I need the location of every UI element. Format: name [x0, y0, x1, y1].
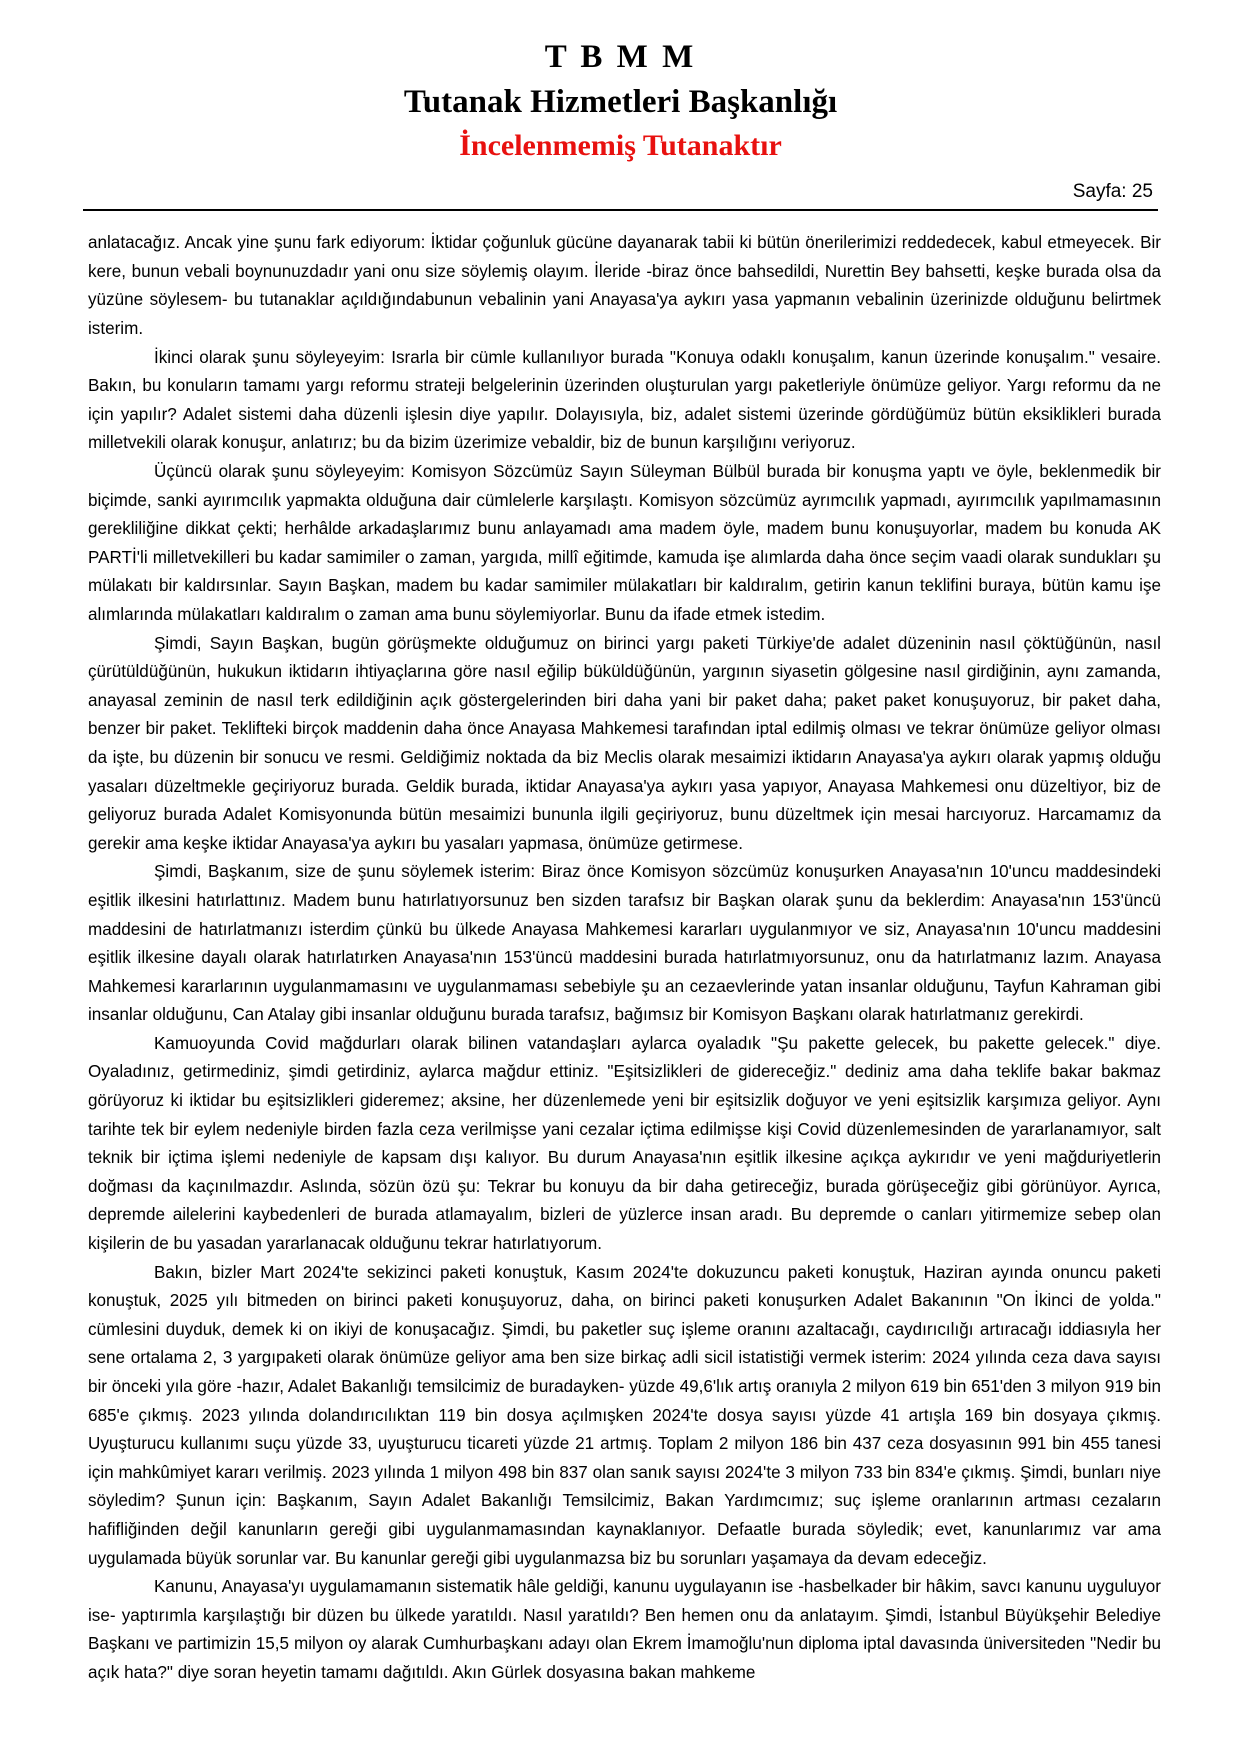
paragraph: anlatacağız. Ancak yine şunu fark ediyorum: İktidar çoğunluk gücüne dayanarak tabii ki bütün önerilerimizi reddedecek, kabul etmeyecek. Bir kere, bunun vebali boynunuzdadır yani onu size söylemiş olayım. İleride -biraz önce bahsedildi, Nurettin Bey bahsetti, keşke burada olsa da yüzüne söylesem- bu tutanaklar açıldığındabunun vebalinin yani Anayasa'ya aykırı yasa yapmanın vebalinin üzerinizde olduğunu belirtmek isterim. — [88, 233, 1161, 339]
page-header — [0, 0, 1241, 163]
paragraph: Kamuoyunda Covid mağdurları olarak bilinen vatandaşları aylarca oyaladık "Şu pakette gelecek, bu pakette gelecek." diye. Oyaladınız, getirmediniz, şimdi getirdiniz, aylarca mağdur ettiniz. "Eşitsizlikleri de gidereceğiz." dediniz ama daha teklife bakar bakmaz görüyoruz ki iktidar bu eşitsizlikleri gideremez; aksine, her düzenlemede yeni bir eşitsizlik doğuyor ve yeni eşitsizlik karşımıza geliyor. Aynı tarihte tek bir eylem nedeniyle birden fazla ceza verilmişse yani cezalar içtima edilmişse kişi Covid düzenlemesinden de yararlanamıyor, salt teknik bir içtima işlemi nedeniyle de kapsam dışı kalıyor. Bu durum Anayasa'nın eşitlik ilkesine açıkça aykırıdır ve yeni mağduriyetlerin doğması da kaçınılmazdır. Aslında, sözün özü şu: Tekrar bu konuyu da bir daha getireceğiz, burada görüşeceğiz gibi görünüyor. Ayrıca, depremde ailelerini kaybedenleri de burada atlamayalım, bizleri de yüzlerce insan aradı. Bu depremde o canları yitirmemize sebep olan kişilerin de bu yasadan yararlanacak olduğunu tekrar hatırlatıyorum. — [88, 1033, 1161, 1254]
paragraph: Üçüncü olarak şunu söyleyeyim: Komisyon Sözcümüz Sayın Süleyman Bülbül burada bir konuşma yaptı ve öyle, beklenmedik bir biçimde, sanki ayırımcılık yapmakta olduğuna dair cümlelerle karşılaştı. Komisyon sözcümüz ayrımcılık yapmadı, ayırımcılık yapılmamasının gerekliliğine dikkat çekti; herhâlde arkadaşlarımız bunu anlayamadı ama madem öyle, madem bunu konuşuyorlar, madem bu konuda AK PARTİ'li milletvekilleri bu kadar samimiler o zaman, yargıda, millî eğitimde, kamuda işe alımlarda daha önce seçim vaadi olarak sundukları şu mülakatı bir kaldırsınlar. Sayın Başkan, madem bu kadar samimiler mülakatları bir kaldıralım, getirin kanun teklifini buraya, bütün kamu işe alımlarında mülakatları kaldıralım o zaman ama bunu söylemiyorlar. Bunu da ifade etmek istedim. — [88, 462, 1161, 624]
transcript-body — [0, 211, 1241, 1687]
paragraph: Kanunu, Anayasa'yı uygulamamanın sistematik hâle geldiği, kanunu uygulayanın ise -hasbelkader bir hâkim, savcı kanunu uyguluyor ise- yaptırımla karşılaştığı bir düzen bu ülkede yaratıldı. Nasıl yaratıldı? Ben hemen onu da anlatayım. Şimdi, İstanbul Büyükşehir Belediye Başkanı ve partimizin 15,5 milyon oy alarak Cumhurbaşkanı adayı olan Ekrem İmamoğlu'nun diploma iptal davasında üniversiteden "Nedir bu açık hata?" diye soran heyetin tamamı dağıtıldı. Akın Gürlek dosyasına bakan mahkeme — [88, 1577, 1161, 1682]
status-notice: İncelenmemiş Tutanaktır — [459, 128, 782, 162]
organization-title: T B M M — [544, 39, 697, 75]
department-title: Tutanak Hizmetleri Başkanlığı — [403, 83, 838, 120]
page-number-row — [0, 181, 1241, 203]
paragraph: Şimdi, Başkanım, size de şunu söylemek isterim: Biraz önce Komisyon sözcümüz konuşurken Anayasa'nın 10'uncu maddesindeki eşitlik ilkesini hatırlattınız. Madem bunu hatırlatıyorsunuz ben sizden tarafsız bir Başkan olarak şunu da beklerdim: Anayasa'nın 153'üncü maddesini de hatırlatmanızı isterdim çünkü bu ülkede Anayasa Mahkemesi kararları uygulanmıyor ve siz, Anayasa'nın 10'uncu maddesini eşitlik ilkesine dayalı olarak hatırlatırken Anayasa'nın 153'üncü maddesini burada hatırlatmıyorsunuz, onu da hatırlatmanız lazım. Anayasa Mahkemesi kararlarının uygulanmamasını ve uygulanmaması sebebiyle şu an cezaevlerinde yatan insanlar olduğunu, Tayfun Kahraman gibi insanlar olduğunu, Can Atalay gibi insanlar olduğunu burada tarafsız, bağımsız bir Komisyon Başkanı olarak hatırlatmanız gerekirdi. — [88, 862, 1161, 1025]
paragraph: Bakın, bizler Mart 2024'te sekizinci paketi konuştuk, Kasım 2024'te dokuzuncu paketi konuştuk, Haziran ayında onuncu paketi konuştuk, 2025 yılı bitmeden on birinci paketi konuşuyoruz, daha, on birinci paketi konuşurken Adalet Bakanının "On İkinci de yolda." cümlesini duyduk, demek ki on ikiyi de konuşacağız. Şimdi, bu paketler suç işleme oranını azaltacağı, caydırıcılığı artıracağı iddiasıyla her sene ortalama 2, 3 yargıpaketi olarak önümüze geliyor ama ben size birkaç adli sicil istatistiği vermek isterim: 2024 yılında ceza dava sayısı bir önceki yıla göre -hazır, Adalet Bakanlığı temsilcimiz de buradayken- yüzde 49,6'lık artış oranıyla 2 milyon 619 bin 651'den 3 milyon 919 bin 685'e çıkmış. 2023 yılında dolandırıcılıktan 119 bin dosya açılmışken 2024'te dosya sayısı yüzde 41 artışla 169 bin dosyaya çıkmış. Uyuşturucu kullanımı suçu yüzde 33, uyuşturucu ticareti yüzde 21 artmış. Toplam 2 milyon 186 bin 437 ceza dosyasının 991 bin 455 tanesi için mahkûmiyet kararı verilmiş. 2023 yılında 1 milyon 498 bin 837 olan sanık sayısı 2024'te 3 milyon 733 bin 834'e çıkmış. Şimdi, bunları niye söyledim? Şunun için: Başkanım, Sayın Adalet Bakanlığı Temsilcimiz, Bakan Yardımcımız; suç işleme oranlarının artması cezaların hafifliğinden değil kanunların gereği gibi uygulanmamasından kaynaklanıyor. Defaatle burada söyledik; evet, kanunlarımız var ama uygulamada büyük sorunlar var. Bu kanunlar gereği gibi uygulanmazsa biz bu sorunları yaşamaya da devam edeceğiz. — [88, 1262, 1161, 1568]
page-number: Sayfa: 25 — [1072, 181, 1153, 203]
paragraph: İkinci olarak şunu söyleyeyim: Israrla bir cümle kullanılıyor burada "Konuya odaklı konuşalım, kanun üzerinde konuşalım." vesaire. Bakın, bu konuların tamamı yargı reformu strateji belgelerinin üzerinden oluşturulan yargı paketleriyle önümüze geliyor. Yargı reformu da ne için yapılır? Adalet sistemi daha düzenli işlesin diye yapılır. Dolayısıyla, biz, adalet sistemi üzerinde gördüğümüz bütün eksiklikleri burada milletvekili olarak konuşur, anlatırız; bu da bizim üzerimize vebaldir, biz de bunun karşılığını veriyoruz. — [88, 347, 1161, 453]
paragraph: Şimdi, Sayın Başkan, bugün görüşmekte olduğumuz on birinci yargı paketi Türkiye'de adalet düzeninin nasıl çöktüğünün, nasıl çürütüldüğünün, hukukun iktidarın ihtiyaçlarına göre nasıl eğilip büküldüğünün, yargının siyasetin gölgesine nasıl girdiğinin, aynı zamanda, anayasal zeminin de nasıl terk edildiğinin açık göstergelerinden biri daha yani bir paket daha; paket paket konuşuyoruz, bir paket daha, benzer bir paket. Teklifteki birçok maddenin daha önce Anayasa Mahkemesi tarafından iptal edilmiş olması ve tekrar önümüze geliyor olması da işte, bu düzenin bir sonucu ve resmi. Geldiğimiz noktada da biz Meclis olarak mesaimizi iktidarın Anayasa'ya aykırı olarak yapmış olduğu yasaları düzeltmekle geçiriyoruz burada. Geldik burada, iktidar Anayasa'ya aykırı yasa yapıyor, Anayasa Mahkemesi onu düzeltiyor, biz de geliyoruz burada Adalet Komisyonunda bütün mesaimizi bununla ilgili geçiriyoruz, bunu düzeltmek için mesai harcıyoruz. Harcamamız da gerekir ama keşke iktidar Anayasa'ya aykırı bu yasaları yapmasa, önümüze getirmese. — [88, 633, 1161, 853]
